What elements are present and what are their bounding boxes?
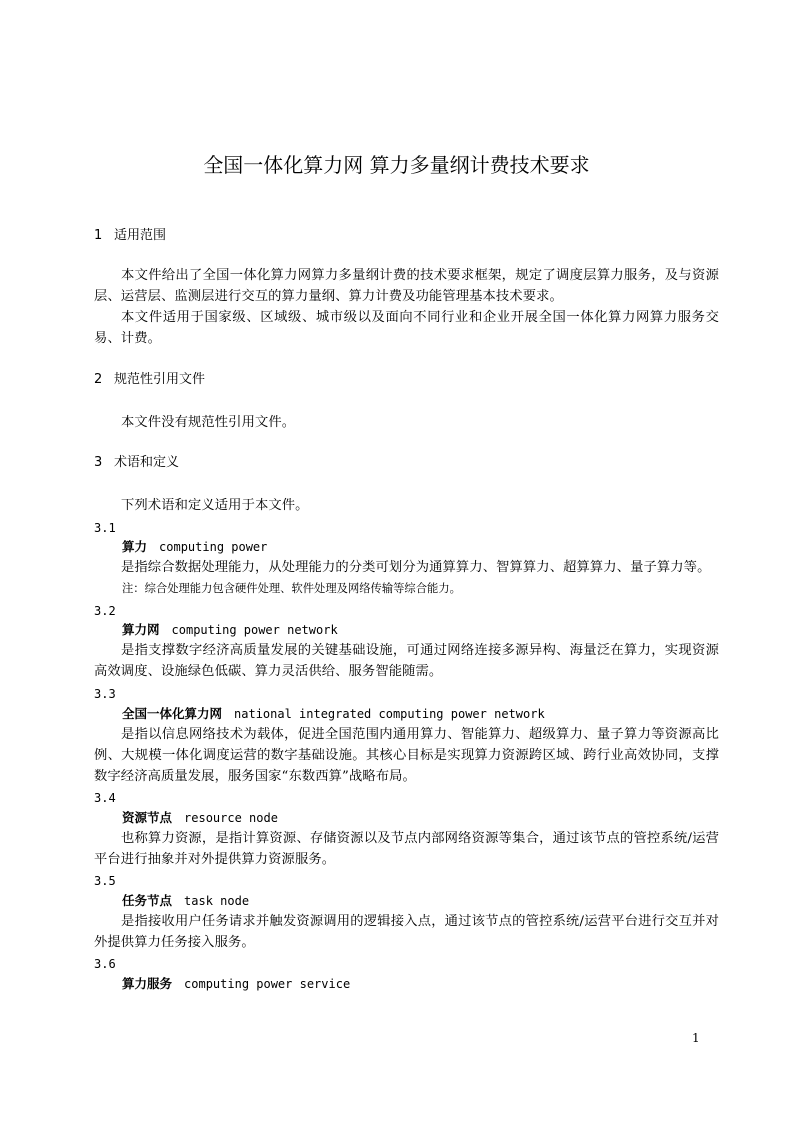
term-en: computing power network — [171, 623, 338, 637]
term-definition: 是指综合数据处理能力，从处理能力的分类可划分为通算算力、智算算力、超算算力、量子算力等。 — [121, 560, 711, 575]
term-definition: 是指以信息网络技术为载体，促进全国范围内通用算力、智能算力、超级算力、量子算力等资源高比例、大规模一体化调度运营的数字基础设施。其核心目标是实现算力资源跨区域、跨行业高效协同，支撑数字经济高质量发展，服务国家“东数西算”战略布局。 — [94, 727, 719, 784]
term-en: resource node — [184, 811, 278, 825]
term-definition: 是指支撑数字经济高质量发展的关键基础设施，可通过网络连接多源异构、海量泛在算力，实现资源高效调度、设施绿色低碳、算力灵活供给、服务智能随需。 — [94, 643, 719, 679]
paragraph: 下列术语和定义适用于本文件。 — [121, 498, 309, 513]
term-entry — [122, 538, 267, 556]
section-number: 3 — [94, 455, 103, 470]
section-number: 1 — [94, 228, 103, 243]
term-zh: 资源节点 — [122, 810, 173, 825]
section-heading-scope — [94, 227, 166, 245]
term-number: 3.1 — [94, 521, 116, 535]
section-heading-terms — [94, 454, 179, 472]
term-definition: 也称算力资源，是指计算资源、存储资源以及节点内部网络资源等集合，通过该节点的管控系统/运营平台进行抽象并对外提供算力资源服务。 — [94, 831, 719, 867]
term-note: 注：综合处理能力包含硬件处理、软件处理及网络传输等综合能力。 — [122, 582, 461, 595]
term-en: task node — [184, 894, 250, 908]
page-number: 1 — [692, 1031, 700, 1045]
section-number: 2 — [94, 372, 103, 387]
paragraph: 本文件给出了全国一体化算力网算力多量纲计费的技术要求框架，规定了调度层算力服务，及与资源层、运营层、监测层进行交互的算力量纲、算力计费及功能管理基本技术要求。 — [94, 268, 719, 304]
term-zh: 算力服务 — [122, 976, 173, 991]
term-zh: 算力 — [122, 539, 148, 554]
term-zh: 算力网 — [122, 622, 160, 637]
section-title: 规范性引用文件 — [114, 372, 206, 387]
document-title: 全国一体化算力网 算力多量纲计费技术要求 — [203, 153, 590, 177]
term-entry — [122, 621, 338, 639]
term-zh: 全国一体化算力网 — [122, 706, 223, 721]
term-zh: 任务节点 — [122, 893, 173, 908]
term-en: computing power service — [184, 977, 351, 991]
term-en: national integrated computing power network — [234, 707, 545, 721]
term-number: 3.3 — [94, 687, 116, 701]
section-title: 术语和定义 — [114, 455, 180, 470]
paragraph: 本文件没有规范性引用文件。 — [121, 415, 296, 430]
term-entry — [122, 809, 278, 827]
term-entry — [122, 892, 249, 910]
term-number: 3.6 — [94, 957, 116, 971]
section-title: 适用范围 — [114, 228, 167, 243]
term-entry — [122, 705, 545, 723]
term-number: 3.2 — [94, 604, 116, 618]
term-number: 3.5 — [94, 874, 116, 888]
term-definition: 是指接收用户任务请求并触发资源调用的逻辑接入点，通过该节点的管控系统/运营平台进行交互并对外提供算力任务接入服务。 — [94, 914, 719, 950]
paragraph: 本文件适用于国家级、区域级、城市级以及面向不同行业和企业开展全国一体化算力网算力服务交易、计费。 — [94, 310, 719, 346]
term-entry — [122, 975, 350, 993]
section-heading-references — [94, 371, 205, 389]
term-number: 3.4 — [94, 791, 116, 805]
term-en: computing power — [159, 540, 268, 554]
